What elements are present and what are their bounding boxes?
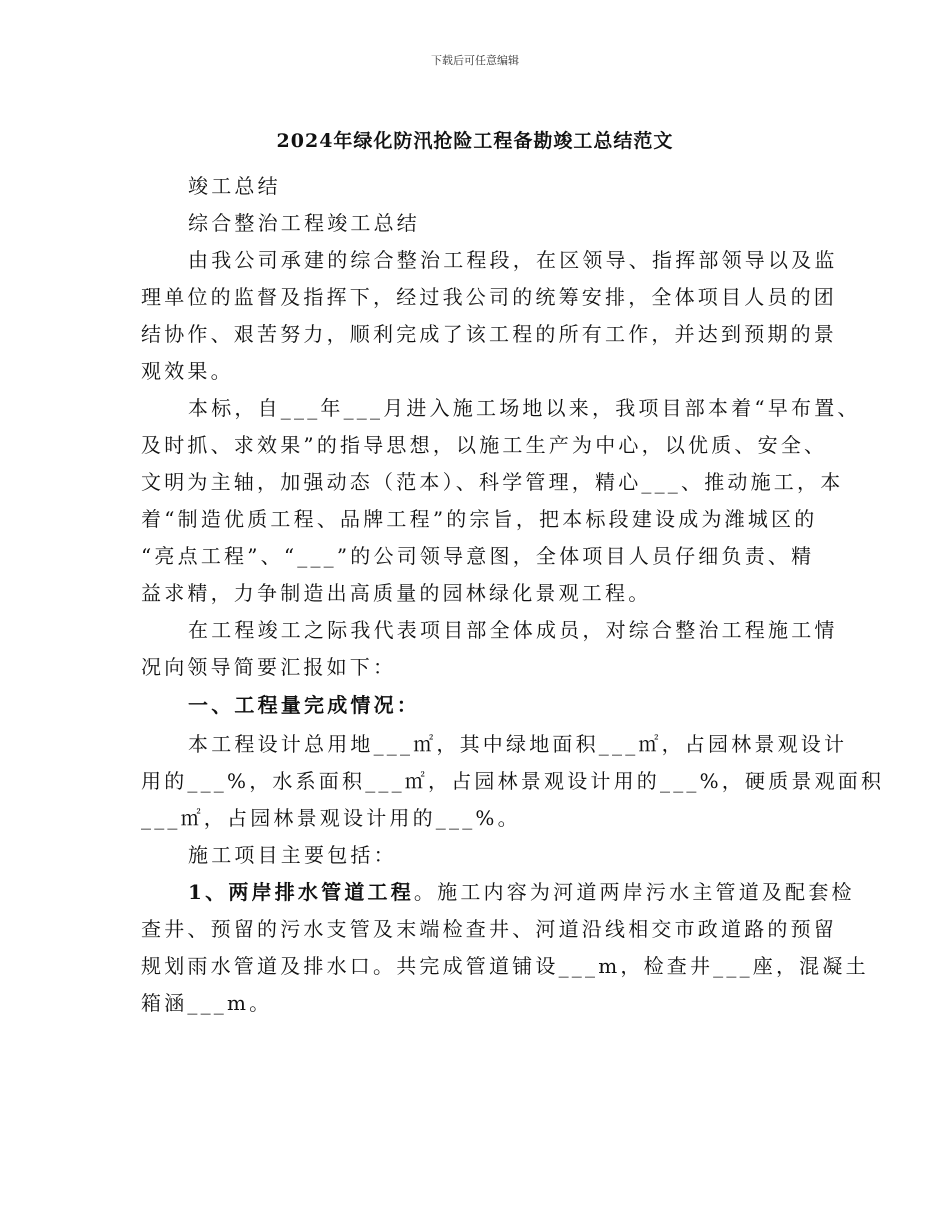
paragraph-line: 及时抓、求效果”的指导思想，以施工生产为中心，以优质、安全、 bbox=[141, 433, 828, 457]
paragraph-line: 箱涵___m。 bbox=[141, 991, 273, 1015]
paragraph-line: 施工项目主要包括： bbox=[188, 843, 397, 867]
paragraph-line: 综合整治工程竣工总结 bbox=[188, 211, 420, 235]
paragraph-line: “亮点工程”、“___”的公司领导意图，全体项目人员仔细负责、精 bbox=[141, 544, 815, 568]
paragraph-line: 用的___%，水系面积___㎡，占园林景观设计用的___%，硬质景观面积 bbox=[141, 769, 885, 793]
paragraph-line: 益求精，力争制造出高质量的园林绿化景观工程。 bbox=[141, 581, 652, 605]
paragraph-line: 本工程设计总用地___㎡，其中绿地面积___㎡，占园林景观设计 bbox=[188, 732, 848, 756]
paragraph-line: 观效果。 bbox=[141, 359, 234, 383]
paragraph-line: 规划雨水管道及排水口。共完成管道铺设___m，检查井___座，混凝土 bbox=[141, 954, 869, 978]
paragraph-line: 竣工总结 bbox=[188, 174, 281, 198]
paragraph-line: 结协作、艰苦努力，顺利完成了该工程的所有工作，并达到预期的景 bbox=[141, 322, 837, 346]
paragraph-line: 在工程竣工之际我代表项目部全体成员，对综合整治工程施工情 bbox=[188, 618, 838, 642]
paragraph-text: 。施工内容为河道两岸污水主管道及配套检 bbox=[413, 880, 855, 904]
paragraph-line bbox=[188, 882, 855, 902]
section-heading: 一、工程量完成情况： bbox=[188, 693, 420, 717]
paragraph-line: 查井、预留的污水支管及末端检查井、河道沿线相交市政道路的预留 bbox=[141, 917, 837, 941]
document-title: 2024年绿化防汛抢险工程备勘竣工总结范文 bbox=[276, 130, 674, 152]
page-header: 下载后可任意编辑 bbox=[431, 54, 519, 67]
paragraph-line: 着“制造优质工程、品牌工程”的宗旨，把本标段建设成为潍城区的 bbox=[141, 507, 818, 531]
paragraph-line: 由我公司承建的综合整治工程段，在区领导、指挥部领导以及监 bbox=[188, 248, 838, 272]
paragraph-line: 文明为主轴，加强动态（范本）、科学管理，精心___、推动施工，本 bbox=[141, 470, 844, 494]
paragraph-line: ___㎡，占园林景观设计用的___%。 bbox=[141, 806, 521, 830]
paragraph-line: 理单位的监督及指挥下，经过我公司的统筹安排，全体项目人员的团 bbox=[141, 285, 837, 309]
paragraph-line: 本标，自___年___月进入施工场地以来，我项目部本着“早布置、 bbox=[188, 396, 861, 420]
paragraph-line: 况向领导简要汇报如下： bbox=[141, 655, 397, 679]
subsection-heading: 1、两岸排水管道工程 bbox=[188, 880, 414, 904]
